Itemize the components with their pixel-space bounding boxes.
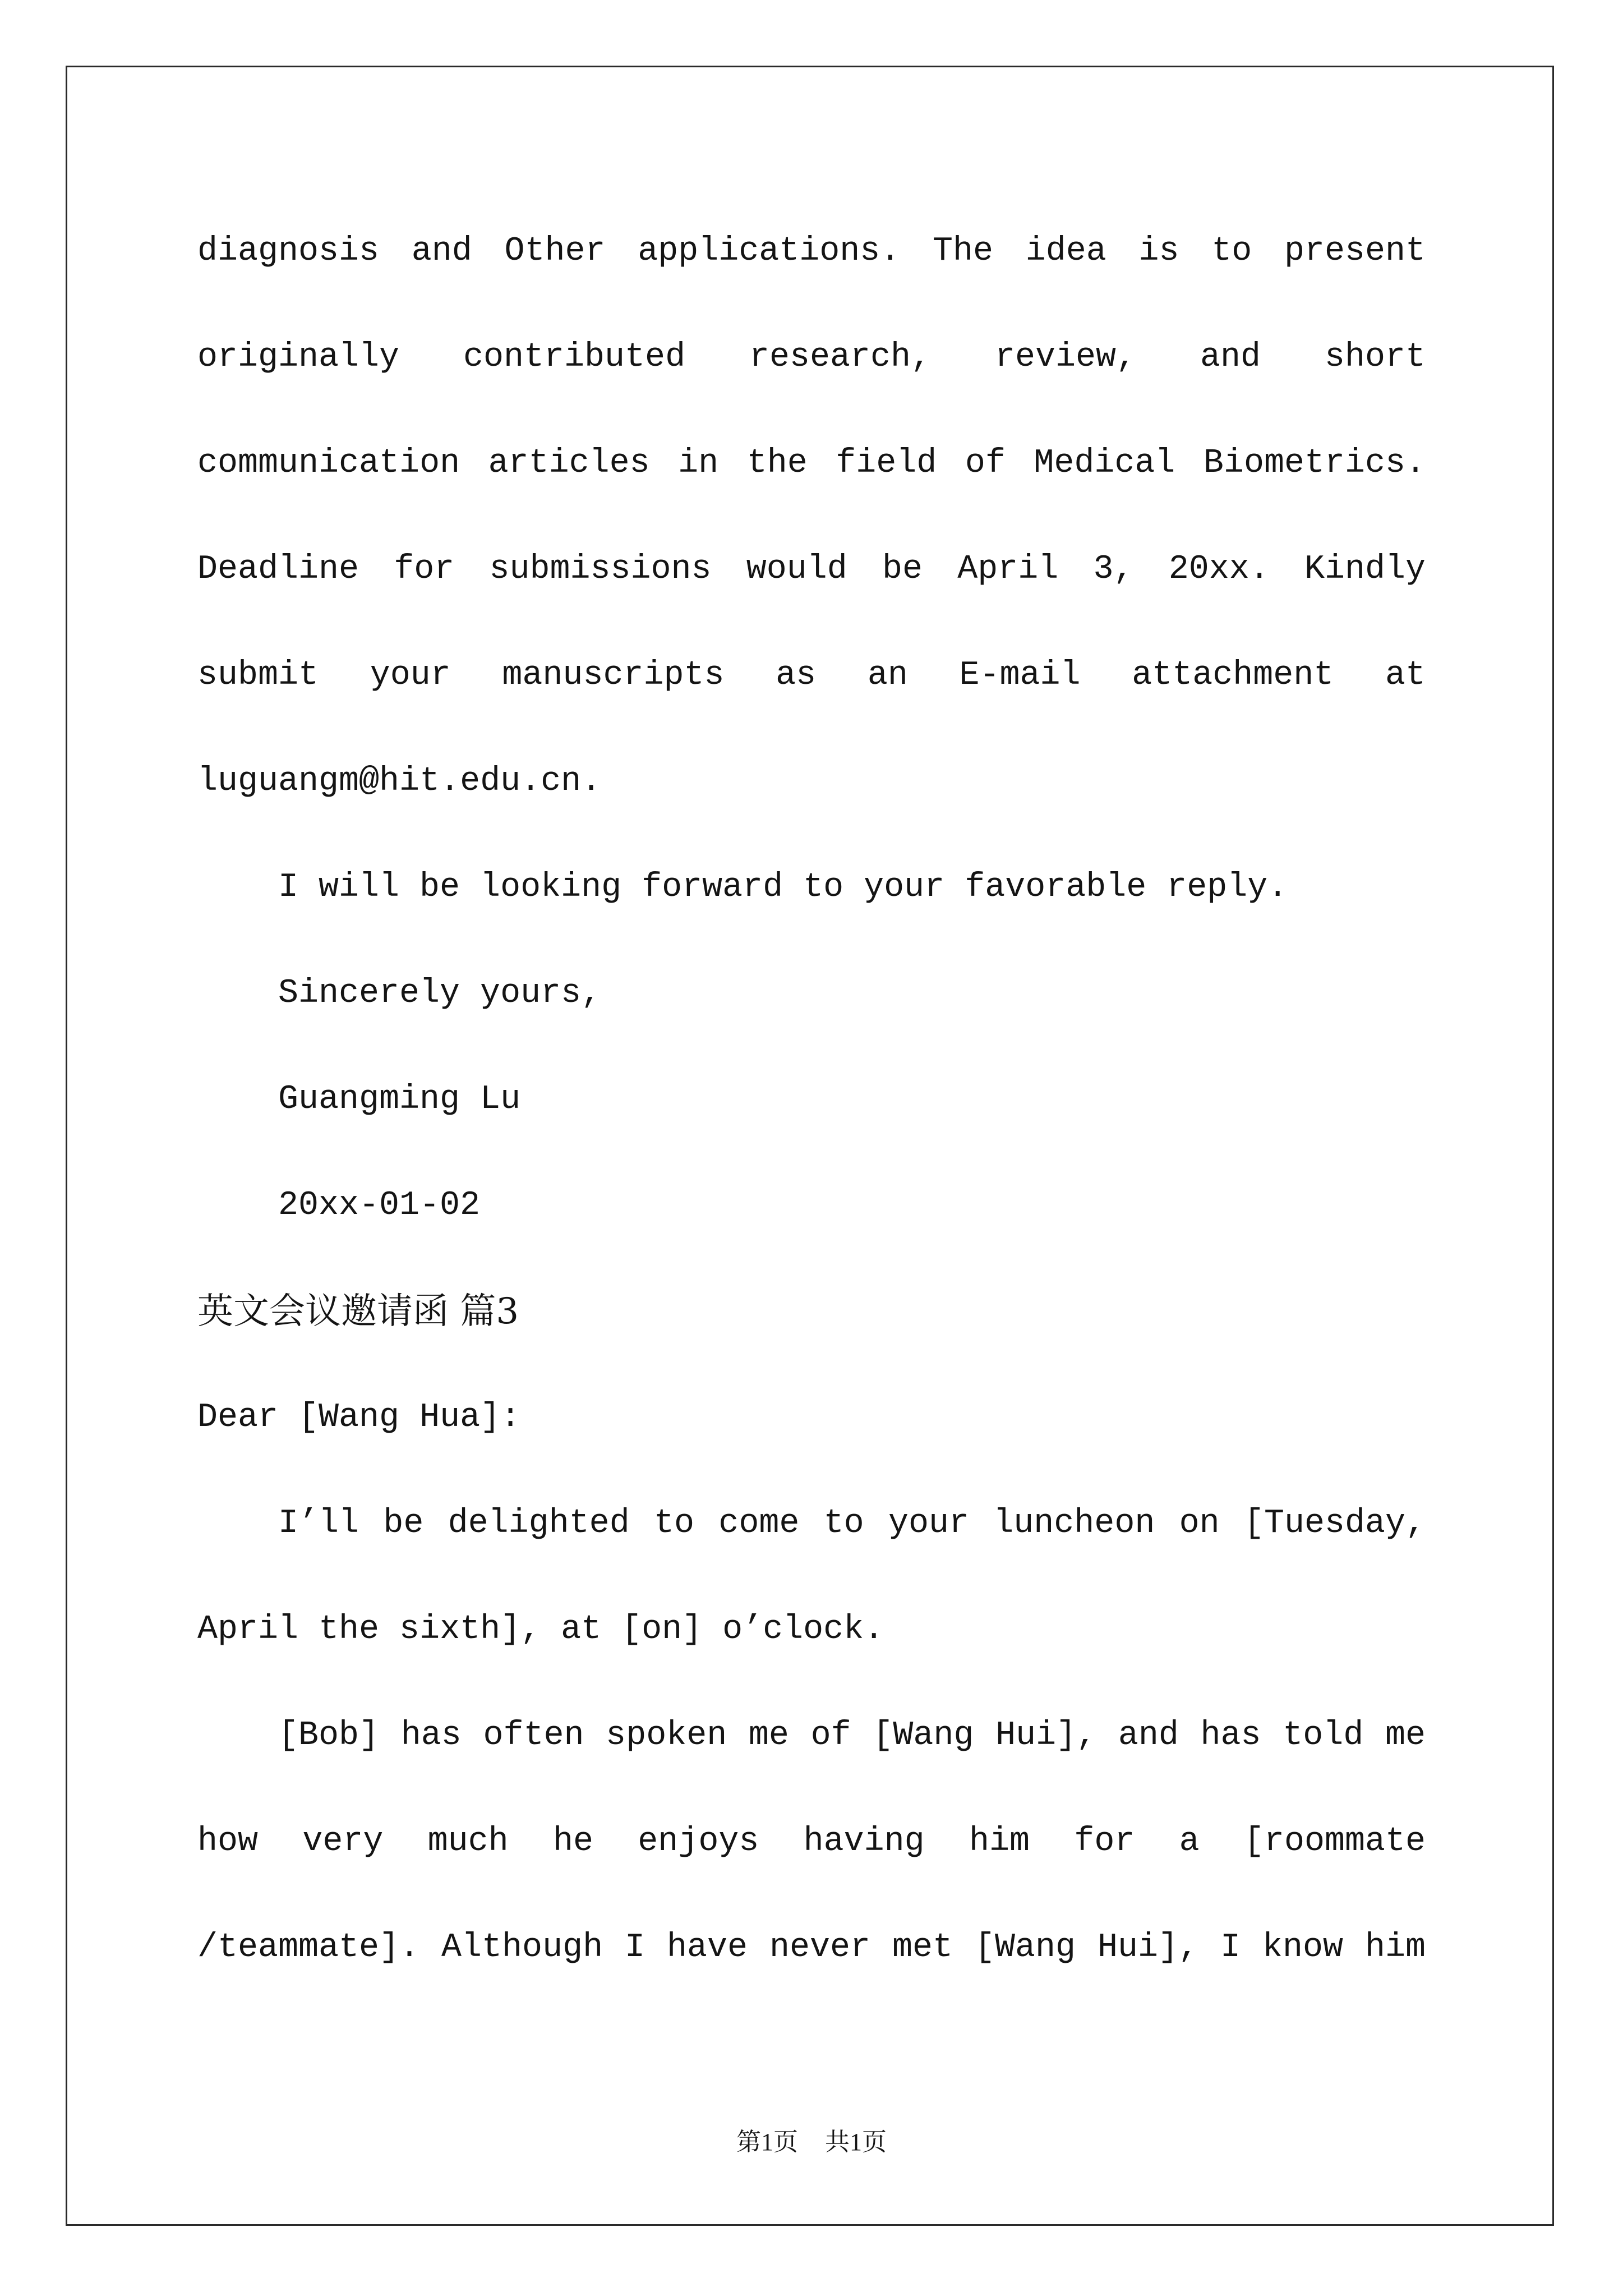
page-total: 共1页 (825, 2128, 887, 2156)
paragraph-1-line: communication articles in the field of Medical Biometrics. (197, 444, 1426, 482)
paragraph-1-line: diagnosis and Other applications. The idea is to present (197, 232, 1426, 270)
section-heading: 英文会议邀请函 篇3 (197, 1291, 519, 1332)
paragraph-1-line: submit your manuscripts as an E-mail attachment at (197, 656, 1426, 694)
paragraph-1-line: Deadline for submissions would be April 3, 20xx. Kindly (197, 550, 1426, 588)
closing-remark: I will be looking forward to your favorable reply. (278, 868, 1288, 907)
paragraph-1-line: luguangm@hit.edu.cn. (197, 762, 602, 800)
paragraph-3-line: /teammate]. Although I have never met [Wang Hui], I know him (197, 1929, 1426, 1967)
paragraph-3-line: [Bob] has often spoken me of [Wang Hui], and has told me (278, 1717, 1426, 1755)
page-footer (0, 2125, 1623, 2159)
paragraph-3-line: how very much he enjoys having him for a [roommate (197, 1823, 1426, 1861)
salutation: Dear [Wang Hua]: (197, 1398, 521, 1437)
page-number: 第1页 (736, 2128, 798, 2156)
paragraph-2-line: I’ll be delighted to come to your luncheon on [Tuesday, (278, 1504, 1426, 1543)
paragraph-2-line: April the sixth], at [on] o’clock. (197, 1611, 884, 1649)
valediction: Sincerely yours, (278, 974, 602, 1013)
document-body (197, 199, 1426, 2001)
paragraph-1-line: originally contributed research, review, and short (197, 338, 1426, 376)
letter-date: 20xx-01-02 (278, 1186, 481, 1225)
signature-name: Guangming Lu (278, 1080, 521, 1119)
